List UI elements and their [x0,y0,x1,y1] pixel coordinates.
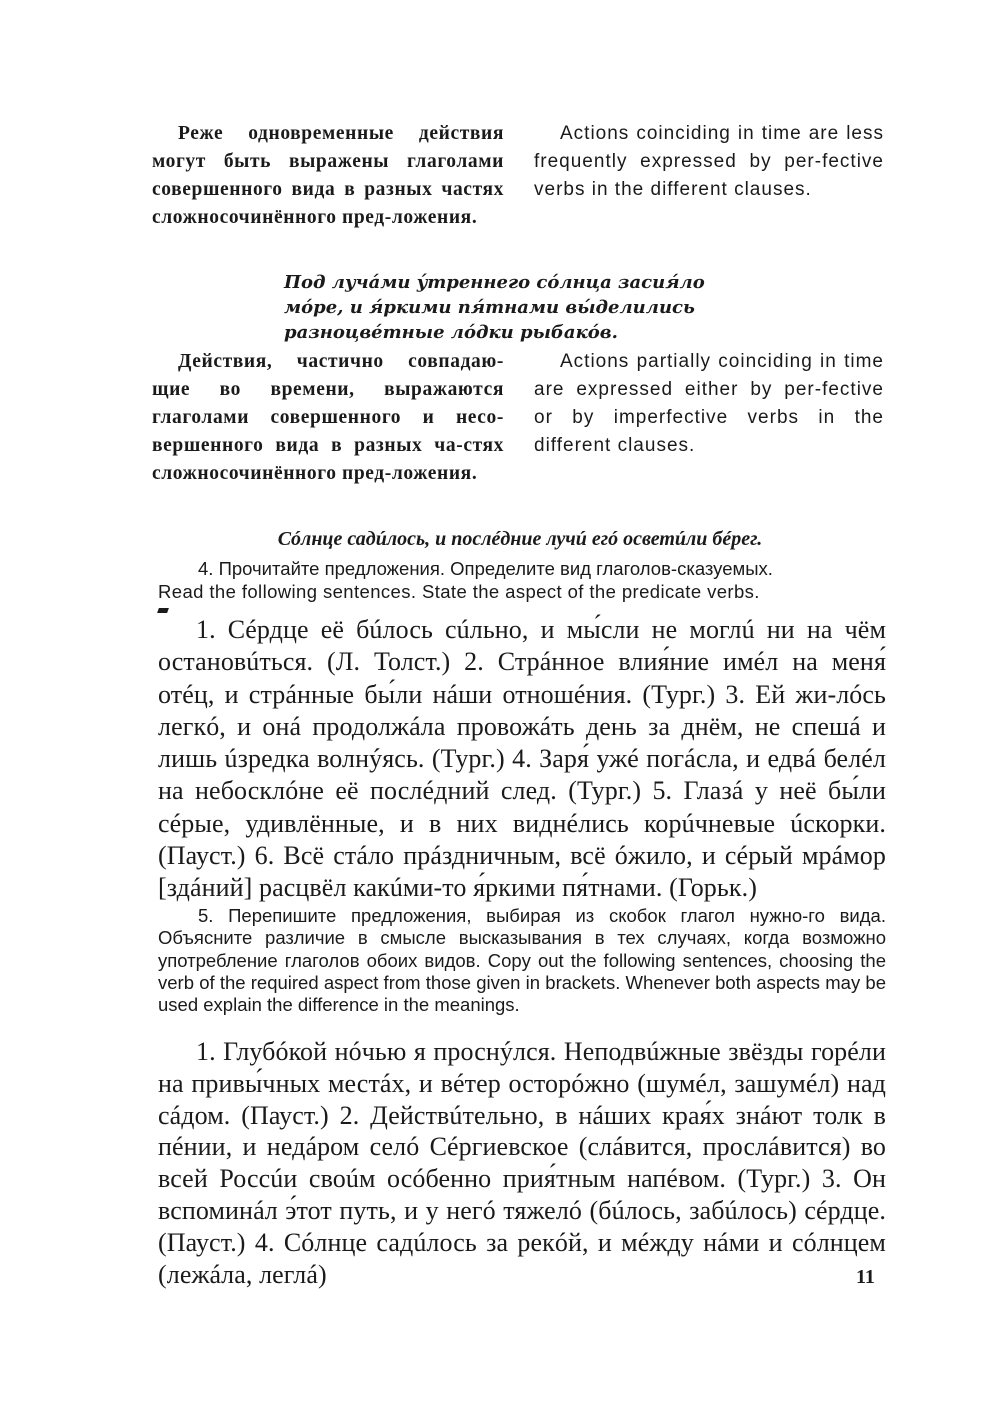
rule-en-simultaneous-perfective: Actions coinciding in time are less frequently expressed by per-fective verbs in the different clauses. [534,123,884,200]
exercise-5-instruction-ru: 5. Перепишите предложения, выбирая из скобок глагол нужно-го вида. Объясните различие в смысле высказывания в тех случаях, когда возможно употребление глаголов обоих видов. [158,905,886,971]
exercise-5-sentences: 1. Глубóкой нóчью я проснýлся. Неподвúжные звёзды горéли на привы́чных местáх, и вéтер осторóжно (шумéл, зашумéл) над сáдом. (Пауст.) 2. Действúтельно, в нáших края́х знáют толк в пéнии, и недáром селó Сéргиевское (слáвится, прослáвится) во всей Россúи своúм осóбенно прия́тным напéвом. (Тург.) 3. Он вспоминáл э́тот путь, и у негó тяжелó (бúлось, забúлось) сéрдце. (Пауст.) 4. Сóлнце садúлось за рекóй, и мéжду нáми и сóлнцем (лежáла, леглá) [158,1037,886,1289]
example-sentence-2: Сóлнце садúлось, и послéдние лучú егó осветúли бéрег. [277,528,763,550]
exercise-4-sentences: 1. Сéрдце её бúлось сúльно, и мы́сли не моглú ни на чём остановúться. (Л. Толст.) 2. Стрáнное влия́ние имéл на меня́ отéц, и стрáнные бы́ли нáши отношéния. (Тург.) 3. Ей жи-лóсь легкó, и онá продолжáла провожáть день за днём, не спешá и лишь úзредка волнýясь. (Тург.) 4. Заря́ ужé погáсла, и едвá белéл на небосклóне её послéдний след. (Тург.) 5. Глазá у неё бы́ли сéрые, удивлённые, и в них виднéлись корúчневые úскорки. (Пауст.) 6. Всё стáло прáздничным, всё óжило, и сéрый мрáмор [здáний] расцвёл какúми-то я́ркими пя́тнами. (Горьк.) [158,615,886,903]
exercise-4-instructions [158,558,886,603]
rule-ru-simultaneous-perfective: Реже одновременные действия могут быть выражены глаголами совершенного вида в разных частях сложносочинённого пред-ложения. [152,123,504,228]
example-sentence-1: Под лучáми ýтреннего сóлнца засия́ло мóре, и я́ркими пя́тнами вы́делились разноцвéтные лóдки рыбакóв. [284,272,705,343]
exercise-4-instruction-en: Read the following sentences. State the aspect of the predicate verbs. [158,580,760,602]
print-mark [157,608,169,613]
rule-ru-partial-coincidence: Действия, частично совпадаю-щие во времени, выражаются глаголами совершенного и несо-вершенного вида в разных ча-стях сложносочинённого пред-ложения. [152,351,504,484]
rule-en-partial-coincidence: Actions partially coinciding in time are expressed either by per-fective or by imperfective verbs in the different clauses. [534,351,884,456]
exercise-5-instructions [158,905,886,1016]
page-number: 11 [856,1266,875,1288]
exercise-4-instruction-ru: 4. Прочитайте предложения. Определите вид глаголов-сказуемых. [198,558,773,579]
exercise-5-instruction-en: Copy out the following sentences, choosing the verb of the required aspect from those given in brackets. Whenever both aspects may be used explain the difference in the meanings. [158,949,886,1016]
